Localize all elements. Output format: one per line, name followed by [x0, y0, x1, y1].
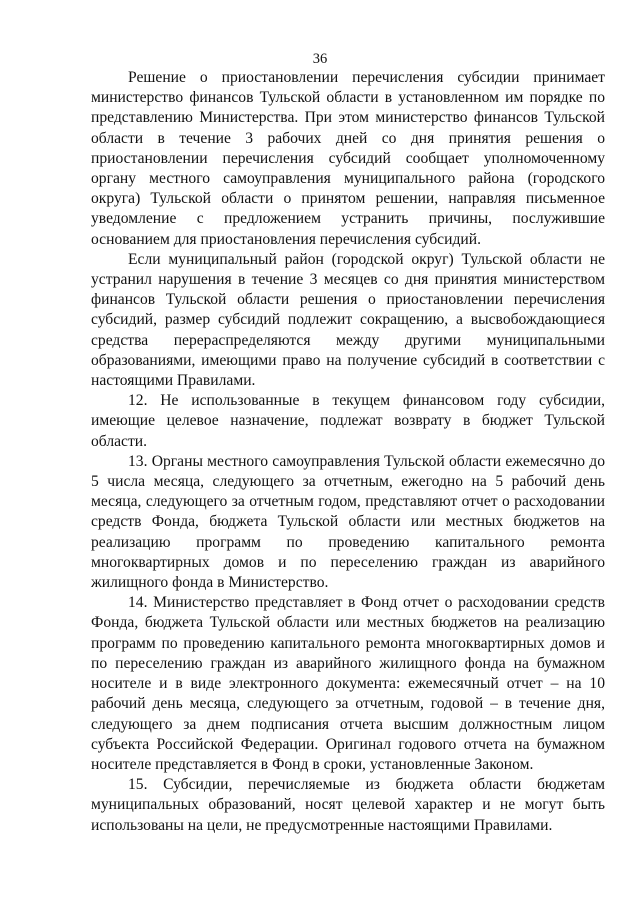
paragraph-violation-consequence: Если муниципальный район (городской округ) Тульской области не устранил нарушения в течение 3 месяцев со дня принятия министерством финансов Тульской области решения о приостановлении перечисления субсидий, размер субсидий подлежит сокращению, а высвобождающиеся средства перераспределяются между другими муниципальными образованиями, имеющими право на получение субсидий в соответствии с настоящими Правилами.	[91, 250, 605, 390]
paragraph-12-unused-subsidies: 12. Не использованные в текущем финансовом году субсидии, имеющие целевое назначение, подлежат возврату в бюджет Тульской области.	[91, 392, 605, 450]
page-number: 36	[312, 51, 328, 67]
paragraph-suspension-decision: Решение о приостановлении перечисления субсидии принимает министерство финансов Тульской области в установленном им порядке по представлению Министерства. При этом министерство финансов Тульской области в течение 3 рабочих дней со дня принятия решения о приостановлении перечисления субсидий сообщает уполномоченному органу местного самоуправления муниципального района (городского округа) Тульской области о принятом решении, направляя письменное уведомление с предложением устранить причины, послужившие основанием для приостановления перечисления субсидий.	[91, 69, 605, 248]
paragraph-15-targeted-use: 15. Субсидии, перечисляемые из бюджета области бюджетам муниципальных образований, носят целевой характер и не могут быть использованы на цели, не предусмотренные настоящими Правилами.	[91, 776, 605, 834]
document-body	[91, 68, 605, 836]
paragraph-13-local-reports: 13. Органы местного самоуправления Тульской области ежемесячно до 5 числа месяца, следующего за отчетным, ежегодно на 5 рабочий день месяца, следующего за отчетным годом, представляют отчет о расходовании средств Фонда, бюджета Тульской области или местных бюджетов на реализацию программ по проведению капитального ремонта многоквартирных домов и по переселению граждан из аварийного жилищного фонда в Министерство.	[91, 452, 605, 592]
paragraph-14-ministry-reports: 14. Министерство представляет в Фонд отчет о расходовании средств Фонда, бюджета Тульской области или местных бюджетов на реализацию программ по проведению капитального ремонта многоквартирных домов и по переселению граждан из аварийного жилищного фонда на бумажном носителе и в виде электронного документа: ежемесячный отчет – на 10 рабочий день месяца, следующего за отчетным, годовой – в течение дня, следующего за днем подписания отчета высшим должностным лицом субъекта Российской Федерации. Оригинал годового отчета на бумажном носителе представляется в Фонд в сроки, установленные Законом.	[91, 594, 605, 773]
